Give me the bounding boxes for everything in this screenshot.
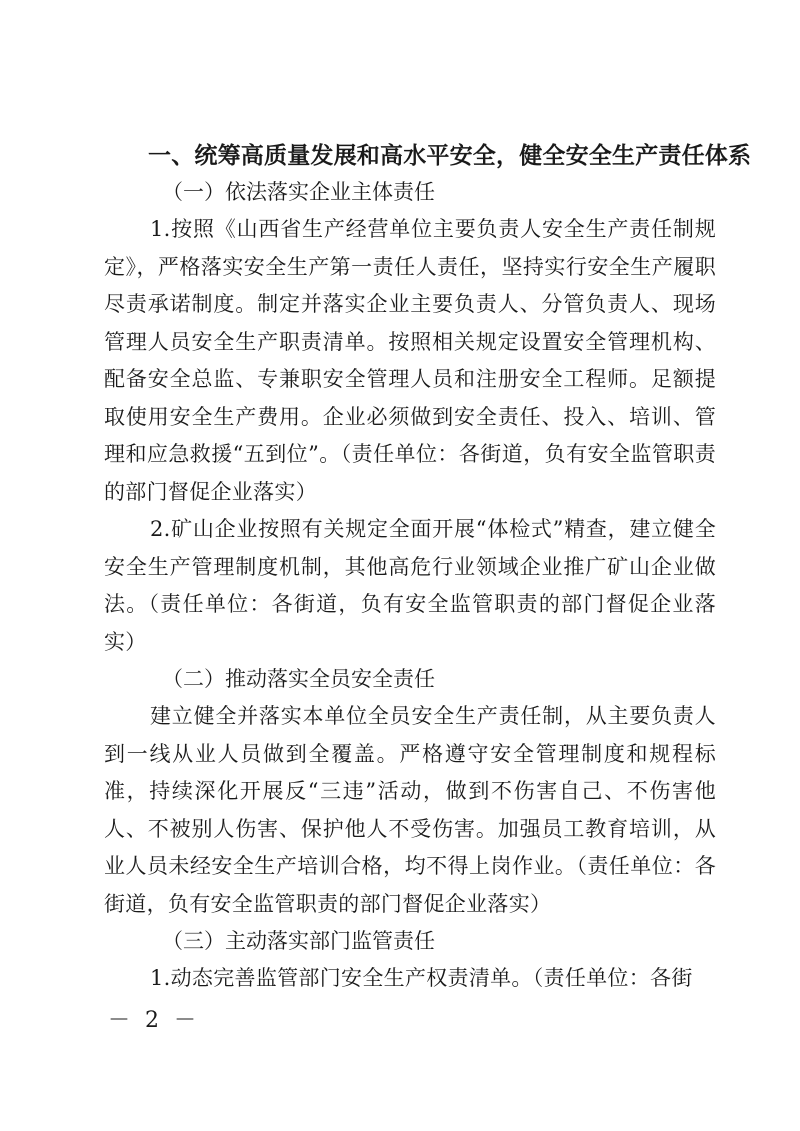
document-body [104, 138, 752, 998]
page-number: － 2 － [108, 1008, 200, 1033]
paragraph-1-2: 2.矿山企业按照有关规定全面开展“体检式”精查，建立健全安全生产管理制度机制，其他高危行业领域企业推广矿山企业做法。（责任单位：各街道，负有安全监管职责的部门督促企业落实） [104, 517, 716, 654]
paragraph-3-1: 1.动态完善监管部门安全生产权责清单。（责任单位：各街 [150, 966, 693, 990]
section-heading: 一、统筹高质量发展和高水平安全，健全安全生产责任体系 [148, 143, 752, 169]
paragraph-2-1: 建立健全并落实本单位全员安全生产责任制，从主要负责人到一线从业人员做到全覆盖。严格遵守安全管理制度和规程标准，持续深化开展反“三违”活动，做到不伤害自己、不伤害他人、不被别人伤害、保护他人不受伤害。加强员工教育培训，从业人员未经安全生产培训合格，均不得上岗作业。（责任单位：各街道，负有安全监管职责的部门督促企业落实） [104, 704, 716, 916]
subsection-title-3: （三）主动落实部门监管责任 [162, 929, 435, 953]
paragraph-1-1: 1.按照《山西省生产经营单位主要负责人安全生产责任制规定》，严格落实安全生产第一责任人责任，坚持实行安全生产履职尽责承诺制度。制定并落实企业主要负责人、分管负责人、现场管理人员安全生产职责清单。按照相关规定设置安全管理机构、配备安全总监、专兼职安全管理人员和注册安全工程师。足额提取使用安全生产费用。企业必须做到安全责任、投入、培训、管理和应急救援“五到位”。（责任单位：各街道，负有安全监管职责的部门督促企业落实） [104, 217, 716, 504]
subsection-title-2: （二）推动落实全员安全责任 [162, 667, 435, 691]
subsection-title-1: （一）依法落实企业主体责任 [162, 180, 435, 204]
